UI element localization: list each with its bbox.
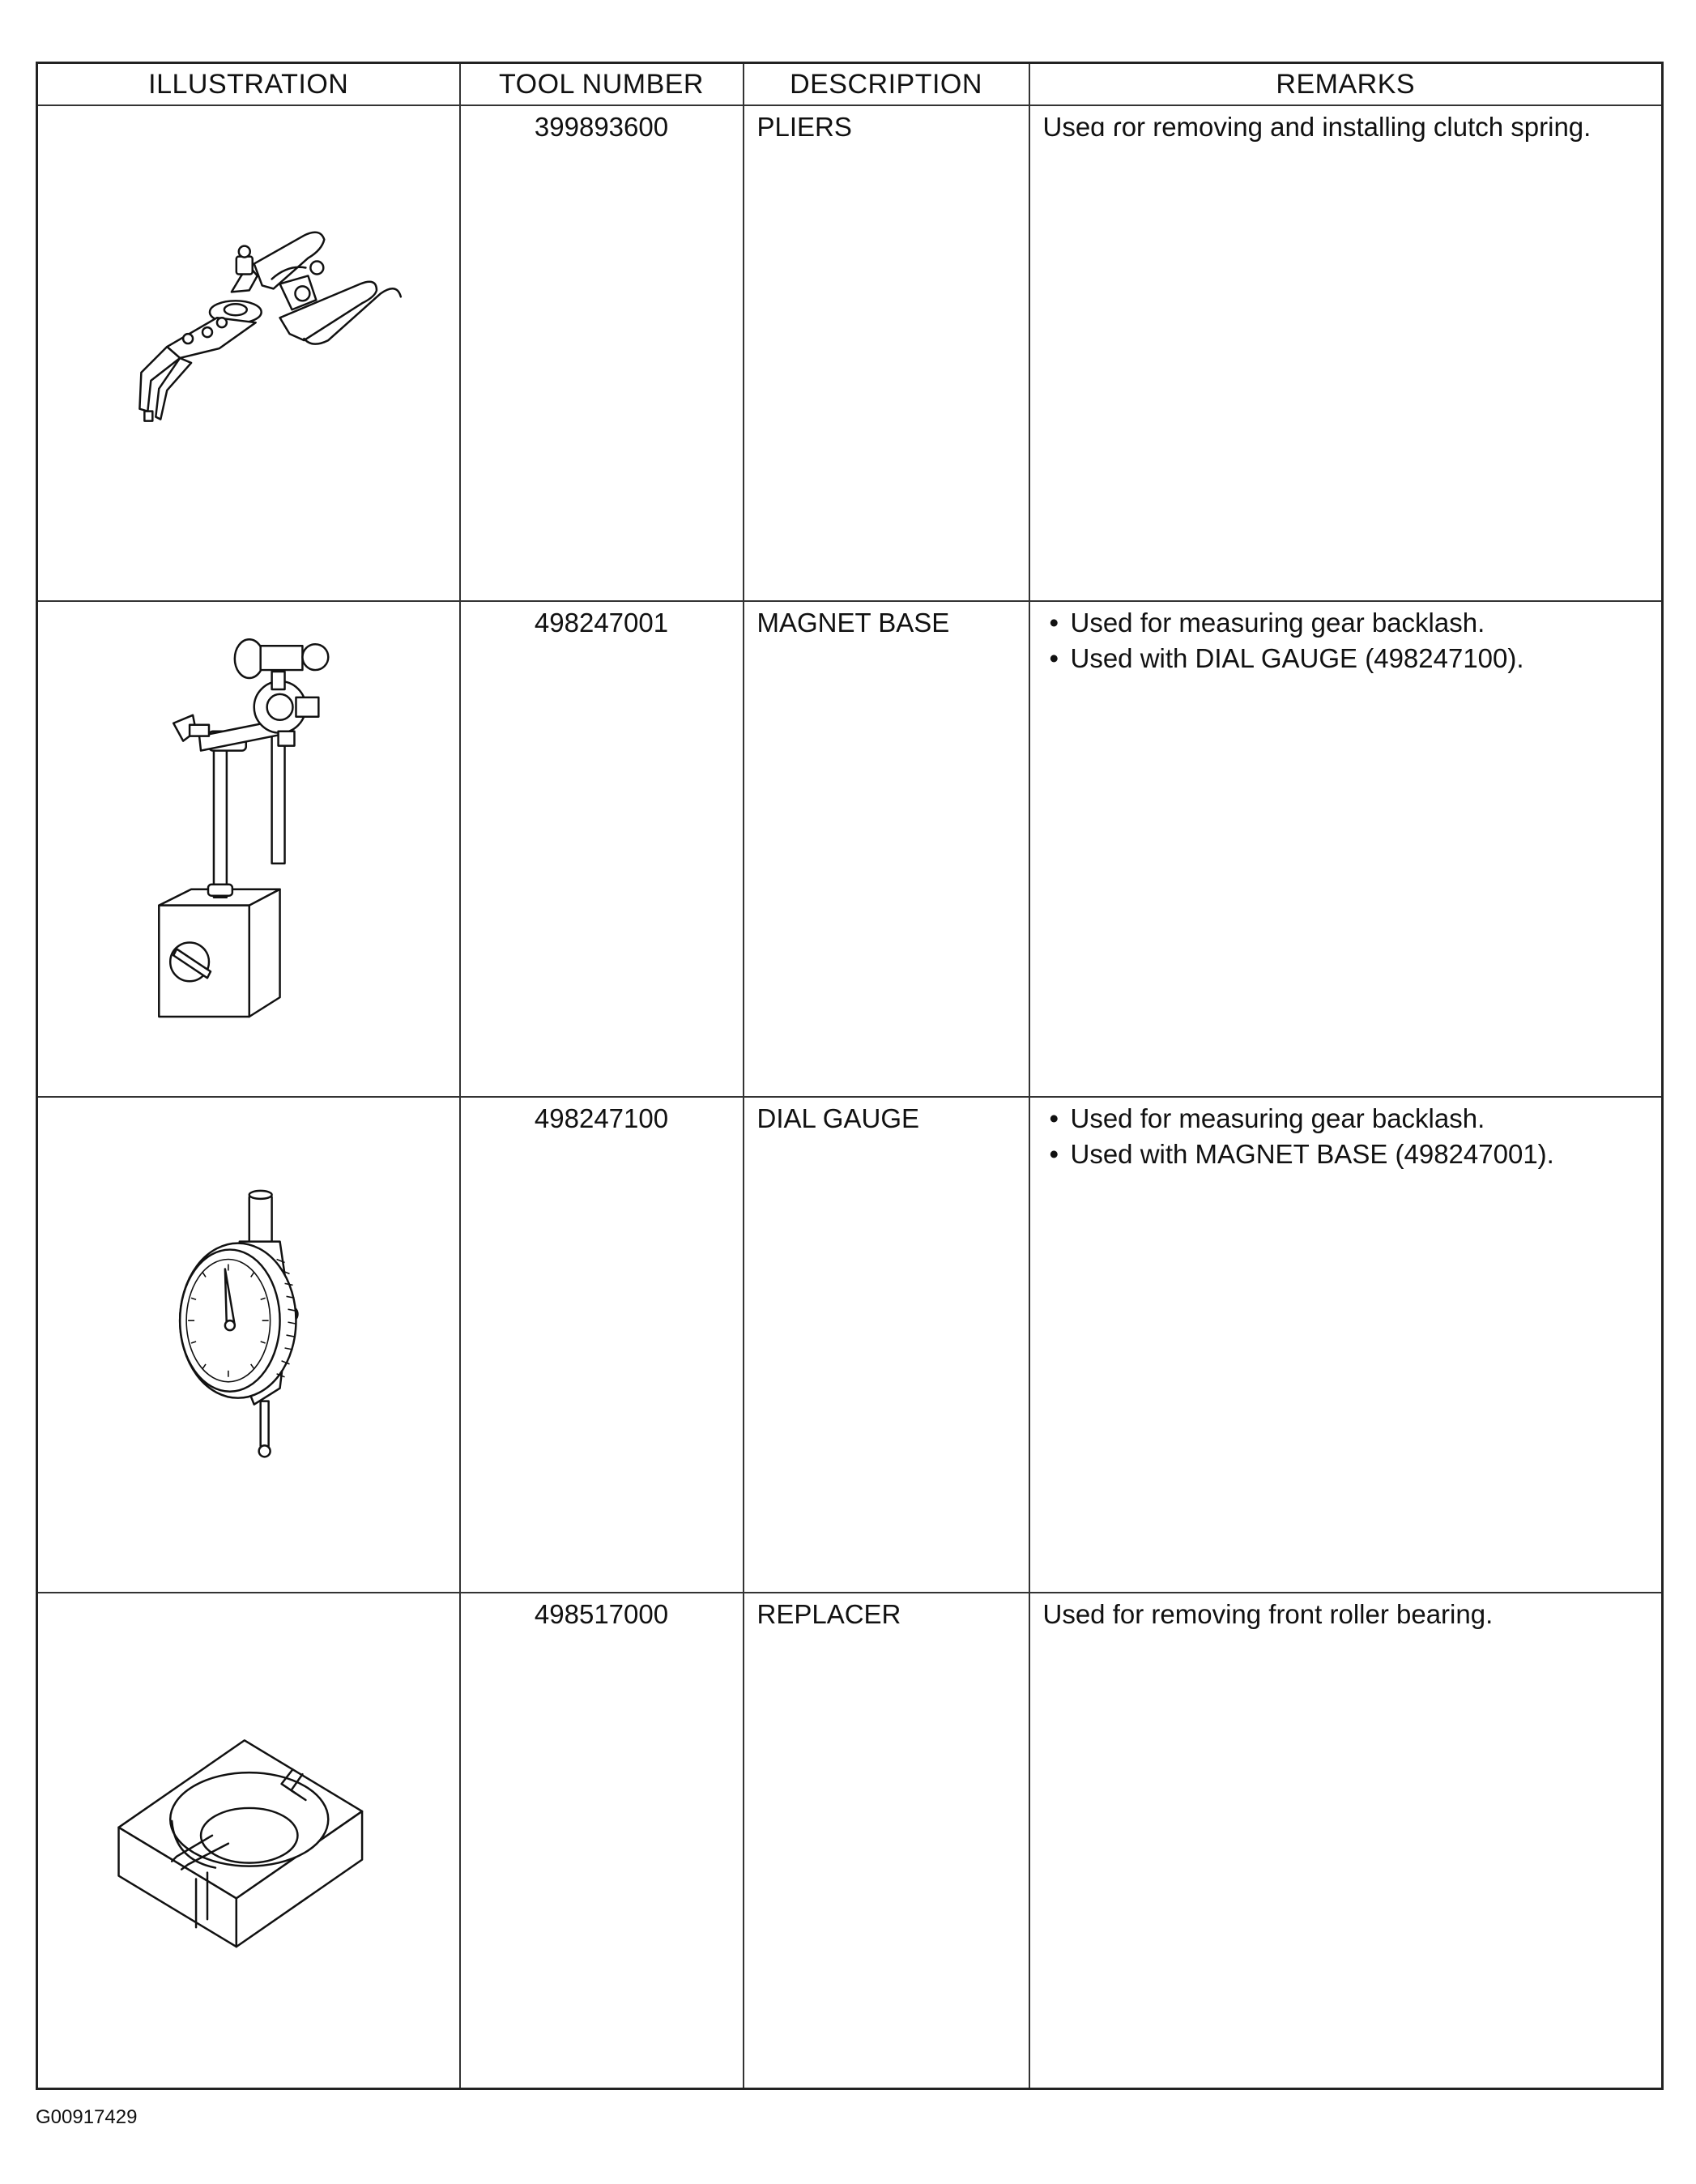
tool-number-cell: 498247001 bbox=[460, 601, 744, 1097]
description-cell: DIAL GAUGE bbox=[744, 1097, 1029, 1593]
description-cell: REPLACER bbox=[744, 1593, 1029, 2088]
remark-item: • Used for measuring gear backlash. bbox=[1043, 605, 1649, 641]
special-tools-table bbox=[36, 62, 1664, 2090]
remarks-cell bbox=[1029, 601, 1663, 1097]
table-row bbox=[37, 601, 1663, 1097]
table-header-row bbox=[37, 63, 1663, 106]
pliers-icon bbox=[38, 106, 459, 600]
magnet-base-illustration bbox=[37, 601, 460, 1097]
remark-item: • Used with MAGNET BASE (498247001). bbox=[1043, 1137, 1649, 1172]
tool-number-cell: 399893600 bbox=[460, 105, 744, 601]
remark-list bbox=[1043, 1101, 1649, 1172]
replacer-illustration bbox=[37, 1593, 460, 2088]
header-remarks: REMARKS bbox=[1029, 63, 1663, 106]
header-description: DESCRIPTION bbox=[744, 63, 1029, 106]
table-row bbox=[37, 1097, 1663, 1593]
header-illustration: ILLUSTRATION bbox=[37, 63, 460, 106]
description-cell: PLIERS bbox=[744, 105, 1029, 601]
table-row bbox=[37, 1593, 1663, 2088]
table-row bbox=[37, 105, 1663, 601]
remarks-cell bbox=[1029, 1097, 1663, 1593]
remark-text: Used for removing front roller bearing. bbox=[1042, 1599, 1494, 1629]
figure-code: G00917429 bbox=[36, 2106, 138, 2128]
magnet-base-icon bbox=[38, 602, 459, 1096]
description-cell: MAGNET BASE bbox=[744, 601, 1029, 1097]
pliers-illustration bbox=[37, 105, 460, 601]
tool-number-cell: 498517000 bbox=[460, 1593, 744, 2088]
remark-item: • Used with DIAL GAUGE (498247100). bbox=[1043, 641, 1649, 676]
replacer-icon bbox=[38, 1593, 459, 2088]
remarks-cell bbox=[1029, 105, 1663, 601]
remarks-cell bbox=[1029, 1593, 1663, 2088]
remark-list bbox=[1043, 605, 1649, 676]
remark-item: • Used for measuring gear backlash. bbox=[1043, 1101, 1649, 1137]
header-tool-number: TOOL NUMBER bbox=[460, 63, 744, 106]
tool-number-cell: 498247100 bbox=[460, 1097, 744, 1593]
remark-text: Useɑ ɾor removing and installing clutch spring. bbox=[1042, 112, 1592, 142]
dial-gauge-icon bbox=[38, 1098, 459, 1592]
dial-gauge-illustration bbox=[37, 1097, 460, 1593]
